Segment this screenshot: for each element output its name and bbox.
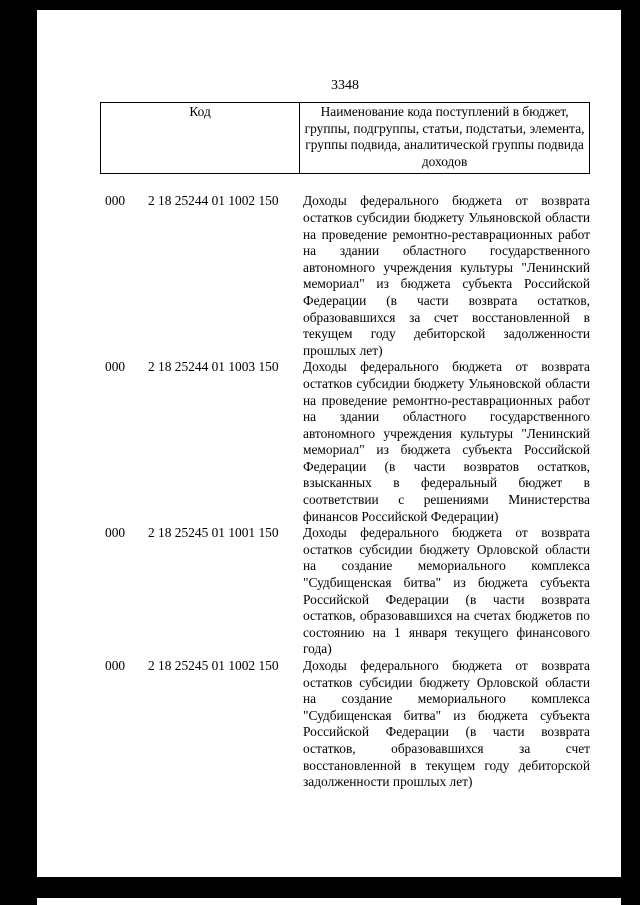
table-row (100, 193, 590, 359)
scan-border-right (621, 0, 640, 905)
admin-code-cell: 000 (105, 359, 126, 375)
table-row (100, 525, 590, 658)
table-row (100, 359, 590, 525)
budget-code-cell: 2 18 25245 01 1002 150 (148, 658, 279, 673)
column-header-name: Наименование кода поступлений в бюджет, группы, подгруппы, статьи, подстатьи, элемента, группы подвида, аналитической группы подвида доходов (304, 104, 585, 169)
page-number: 3348 (331, 78, 359, 93)
scan-border-top (0, 0, 640, 10)
income-name-cell: Доходы федерального бюджета от возврата остатков субсидии бюджету Орловской области на создание мемориального комплекса "Судбищенская битва" из бюджета субъекта Российской Федерации (в части возврата остатков, образовавшихся на счетах бюджетов по состоянию на 1 января текущего финансового года) (303, 525, 590, 657)
budget-code-cell: 2 18 25244 01 1002 150 (148, 193, 279, 209)
scan-border-bottom (0, 877, 640, 898)
budget-code-cell: 2 18 25245 01 1001 150 (148, 525, 279, 541)
income-name-cell: Доходы федерального бюджета от возврата остатков субсидии бюджету Орловской области на создание мемориального комплекса "Судбищенская битва" из бюджета субъекта Российской Федерации (в части возврата остатков, образовавшихся за счет восстановленной в текущем году дебиторской задолженности прошлых лет) (303, 658, 590, 790)
table-row (100, 658, 590, 791)
income-name-cell: Доходы федерального бюджета от возврата остатков субсидии бюджету Ульяновской области на проведение ремонтно-реставрационных работ на здании областного государственного автономного учреждения культуры "Ленинский мемориал" из бюджета субъекта Российской Федерации (в части возврата остатков, образовавшихся за счет восстановленной в текущем году дебиторской задолженности прошлых лет) (303, 193, 590, 358)
table-body (100, 193, 590, 790)
admin-code-cell: 000 (105, 658, 126, 673)
document-page (37, 10, 621, 877)
budget-codes-table (100, 102, 590, 791)
budget-code-cell: 2 18 25244 01 1003 150 (148, 359, 279, 375)
column-header-code: Код (101, 103, 300, 173)
table-header-row (100, 102, 590, 174)
scan-border-left (0, 0, 37, 905)
income-name-cell: Доходы федерального бюджета от возврата остатков субсидии бюджету Ульяновской области на проведение ремонтно-реставрационных работ на здании областного государственного автономного учреждения культуры "Ленинский мемориал" из бюджета субъекта Российской Федерации (в части возвратов остатков, взысканных в федеральный бюджет в соответствии с решениями Министерства финансов Российской Федерации) (303, 359, 590, 524)
admin-code-cell: 000 (105, 193, 126, 209)
admin-code-cell: 000 (105, 525, 126, 541)
